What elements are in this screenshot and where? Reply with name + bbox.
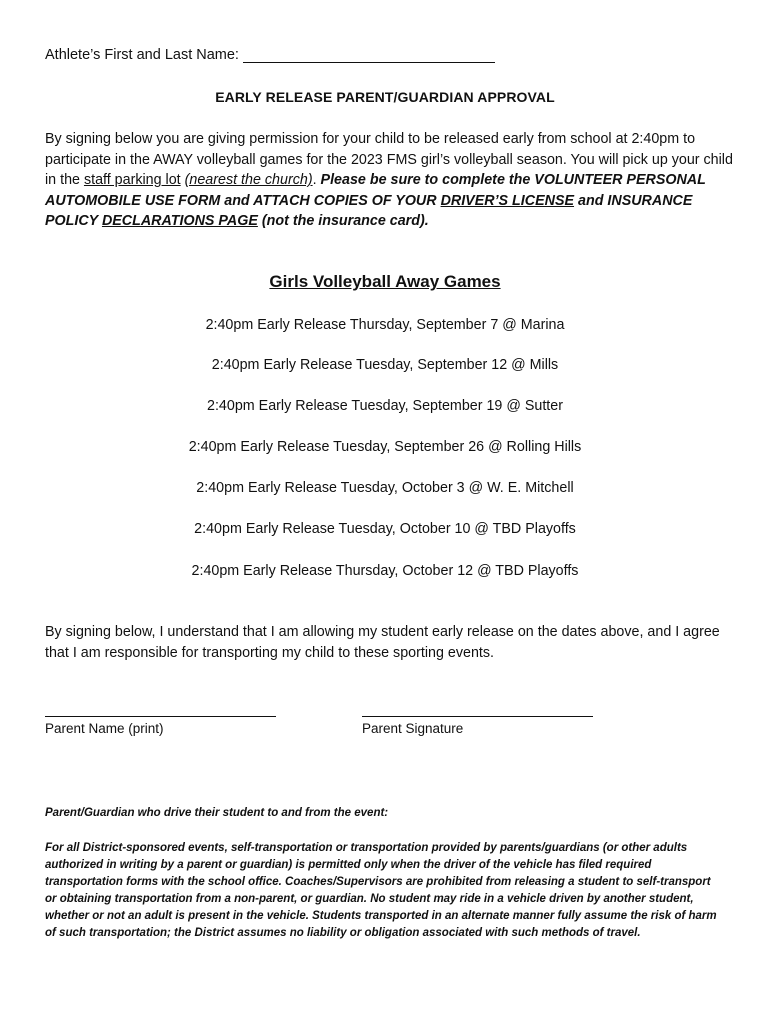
volunteer-form-instruction: Please be sure to complete the VOLUNTEER PERSONAL AUTOMOBILE USE FORM and ATTACH COPIES OF YOUR	[45, 172, 706, 209]
games-title: Girls Volleyball Away Games	[269, 272, 501, 291]
game-item: 2:40pm Early Release Thursday, October 12 @ TBD Playoffs	[191, 563, 579, 579]
form-heading: EARLY RELEASE PARENT/GUARDIAN APPROVAL	[215, 89, 555, 105]
drivers-license-text: DRIVER’S LICENSE	[440, 192, 575, 209]
declarations-page-text: DECLARATIONS PAGE	[101, 213, 258, 229]
staff-parking-text: staff parking lot	[83, 172, 181, 188]
parent-name-field[interactable]	[45, 716, 276, 717]
parent-signature-field[interactable]	[362, 716, 593, 717]
agreement-paragraph: By signing below, I understand that I am allowing my student early release on the dates above, and I agree that I am responsible for transporting my child to these sporting events.	[45, 624, 720, 661]
notice-body: For all District-sponsored events, self-transportation or transportation provided by parents/guardians (or other adults authorized in writing by a parent or guardian) is permitted only when the driver of the vehicle has filed required transportation forms with the school office. Coaches/Supervisors are prohibited from releasing a student to self-transport or obtaining transportation from a non-parent, or guardian. No student may ride in a vehicle driven by another student, whether or not an adult is present in the vehicle. Students transported in an alternate manner fully assume the risk of harm of such transportation; the District assumes no liability or obligation associated with such methods of travel.	[45, 842, 717, 939]
nearest-church-text: (nearest the church)	[184, 172, 313, 188]
permission-paragraph	[45, 129, 735, 232]
game-item: 2:40pm Early Release Tuesday, October 3 @ W. E. Mitchell	[196, 480, 574, 496]
game-item: 2:40pm Early Release Thursday, September 7 @ Marina	[205, 317, 565, 333]
game-item: 2:40pm Early Release Tuesday, September 26 @ Rolling Hills	[188, 439, 582, 455]
permission-text-3: .	[312, 172, 321, 188]
game-item: 2:40pm Early Release Tuesday, September 19 @ Sutter	[207, 398, 563, 414]
parent-name-label: Parent Name (print)	[45, 721, 164, 736]
insurance-policy-text: and INSURANCE POLICY	[45, 192, 693, 229]
game-item: 2:40pm Early Release Tuesday, October 10 @ TBD Playoffs	[194, 521, 576, 537]
game-item: 2:40pm Early Release Tuesday, September 12 @ Mills	[211, 357, 559, 373]
parent-signature-label: Parent Signature	[362, 721, 464, 736]
athlete-name-label: Athlete’s First and Last Name:	[45, 47, 239, 63]
permission-text-1: By signing below you are giving permission for your child to be released early from school at 2:40pm to participate in the AWAY volleyball games for the 2023 FMS girl’s volleyball season. You will pick up your child in the	[45, 131, 733, 188]
athlete-name-field[interactable]	[243, 47, 495, 63]
athlete-name-row	[45, 47, 495, 63]
not-insurance-card-text: (not the insurance card).	[257, 213, 429, 229]
notice-title: Parent/Guardian who drive their student to and from the event:	[45, 807, 389, 819]
